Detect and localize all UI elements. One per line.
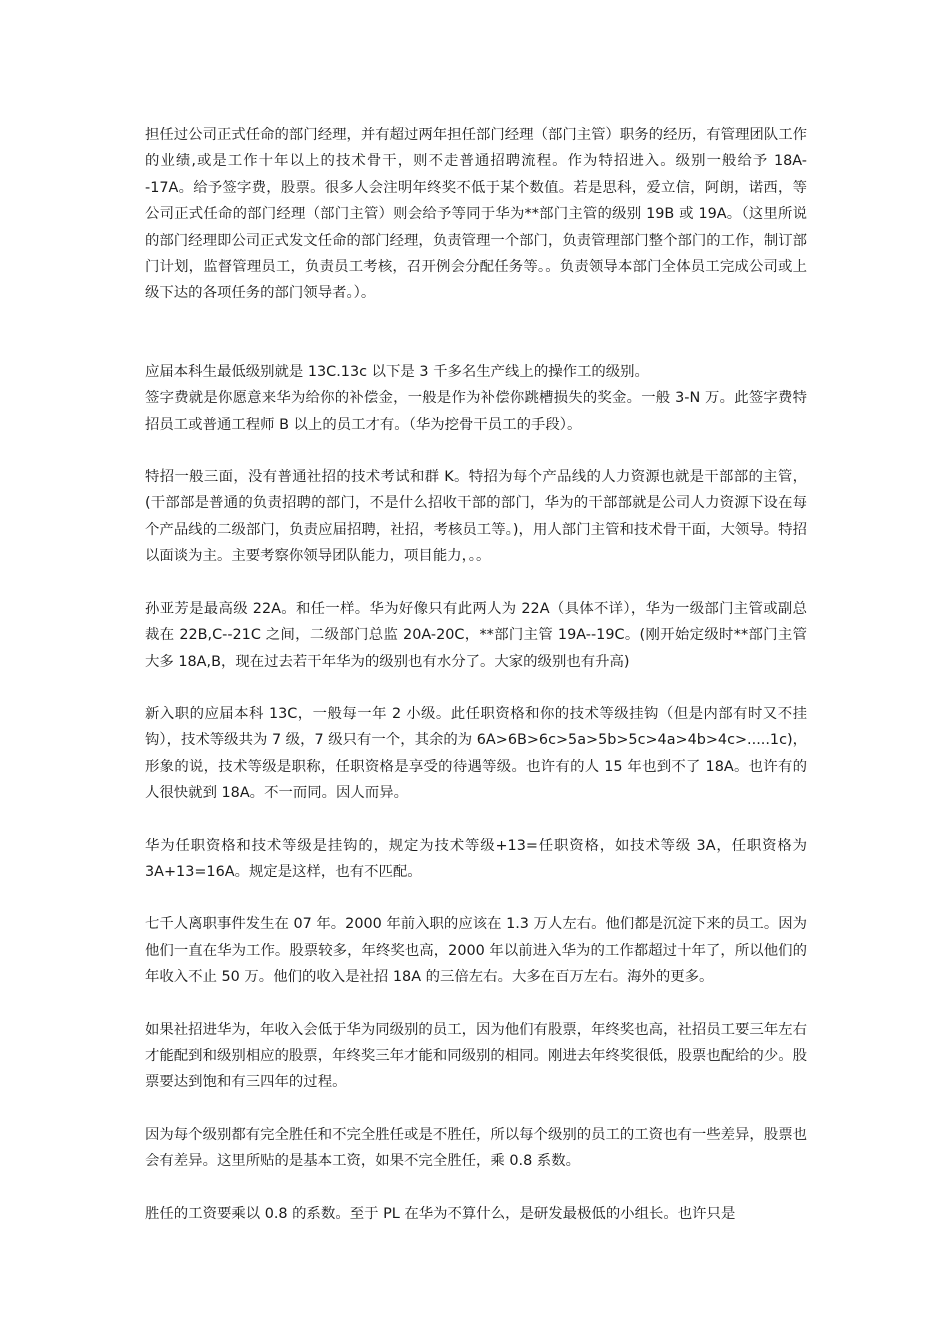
paragraph-signing-fee: 应届本科生最低级别就是 13C.13c 以下是 3 千多名生产线上的操作工的级别。 签字费就是你愿意来华为给你的补偿金，一般是作为补偿你跳槽损失的奖金。一般 3-N 万。此签字费特招员工或普通工程师 B 以上的员工才有。（华为挖骨干员工的手段）。 [145, 363, 807, 433]
paragraph-special-recruitment: 担任过公司正式任命的部门经理，并有超过两年担任部门经理（部门主管）职务的经历，有管理团队工作的业绩,或是工作十年以上的技术骨干，则不走普通招聘流程。作为特招进入。级别一般给予 18A--17A。给予签字费，股票。很多人会注明年终奖不低于某个数值。若是思科，爱立信，阿朗，诺西，等公司正式任命的部门经理（部门主管）则会给予等同于华为**部门主管的级别 19B 或 19A。（这里所说的部门经理即公司正式发文任命的部门经理，负责管理一个部门，负责管理部门整个部门的工作，制订部门计划，监督管理员工，负责员工考核，召开例会分配任务等。。负责领导本部门全体员工完成公司或上级下达的各项任务的部门领导者。）。 [145, 127, 807, 302]
paragraph-competency: 因为每个级别都有完全胜任和不完全胜任或是不胜任，所以每个级别的员工的工资也有一些差异，股票也会有差异。这里所贴的是基本工资，如果不完全胜任，乘 0.8 系数。 [145, 1126, 807, 1170]
paragraph-pl: 胜任的工资要乘以 0.8 的系数。至于 PL 在华为不算什么，是研发最极低的小组长。也许只是 [145, 1205, 736, 1222]
paragraph-social-hire: 如果社招进华为，年收入会低于华为同级别的员工，因为他们有股票，年终奖也高，社招员工要三年左右才能配到和级别相应的股票，年终奖三年才能和同级别的相同。刚进去年终奖很低，股票也配给的少。股票要达到饱和有三四年的过程。 [145, 1021, 807, 1091]
document-body [145, 122, 807, 1227]
paragraph-qualification-rule: 华为任职资格和技术等级是挂钩的，规定为技术等级+13=任职资格，如技术等级 3A，任职资格为 3A+13=16A。规定是这样，也有不匹配。 [145, 837, 807, 880]
paragraph-top-levels: 孙亚芳是最高级 22A。和任一样。华为好像只有此两人为 22A（具体不详），华为一级部门主管或副总裁在 22B,C--21C 之间，二级部门总监 20A-20C，**部门主管 19A--19C。(刚开始定级时**部门主管大多 18A,B，现在过去若干年华为的级别也有水分了。大家的级别也有升高) [145, 600, 807, 670]
paragraph-new-graduate: 新入职的应届本科 13C，一般每一年 2 小级。此任职资格和你的技术等级挂钩（但是内部有时又不挂钩），技术等级共为 7 级，7 级只有一个，其余的为 6A>6B>6c>5a>5b>5c>4a>4b>4c>.....1c)，形象的说，技术等级是职称，任职资格是享受的待遇等级。也许有的人 15 年也到不了 18A。也许有的人很快就到 18A。不一而同。因人而异。 [145, 705, 807, 802]
paragraph-departure-event: 七千人离职事件发生在 07 年。2000 年前入职的应该在 1.3 万人左右。他们都是沉淀下来的员工。因为他们一直在华为工作。股票较多，年终奖也高，2000 年以前进入华为的工作都超过十年了，所以他们的年收入不止 50 万。他们的收入是社招 18A 的三倍左右。大多在百万左右。海外的更多。 [145, 916, 807, 986]
paragraph-interview: 特招一般三面，没有普通社招的技术考试和群 K。特招为每个产品线的人力资源也就是干部部的主管，(干部部是普通的负责招聘的部门，不是什么招收干部的部门，华为的干部部就是公司人力资源下设在每个产品线的二级部门，负责应届招聘，社招，考核员工等。)，用人部门主管和技术骨干面，大领导。特招以面谈为主。主要考察你领导团队能力，项目能力，。。 [145, 469, 807, 565]
